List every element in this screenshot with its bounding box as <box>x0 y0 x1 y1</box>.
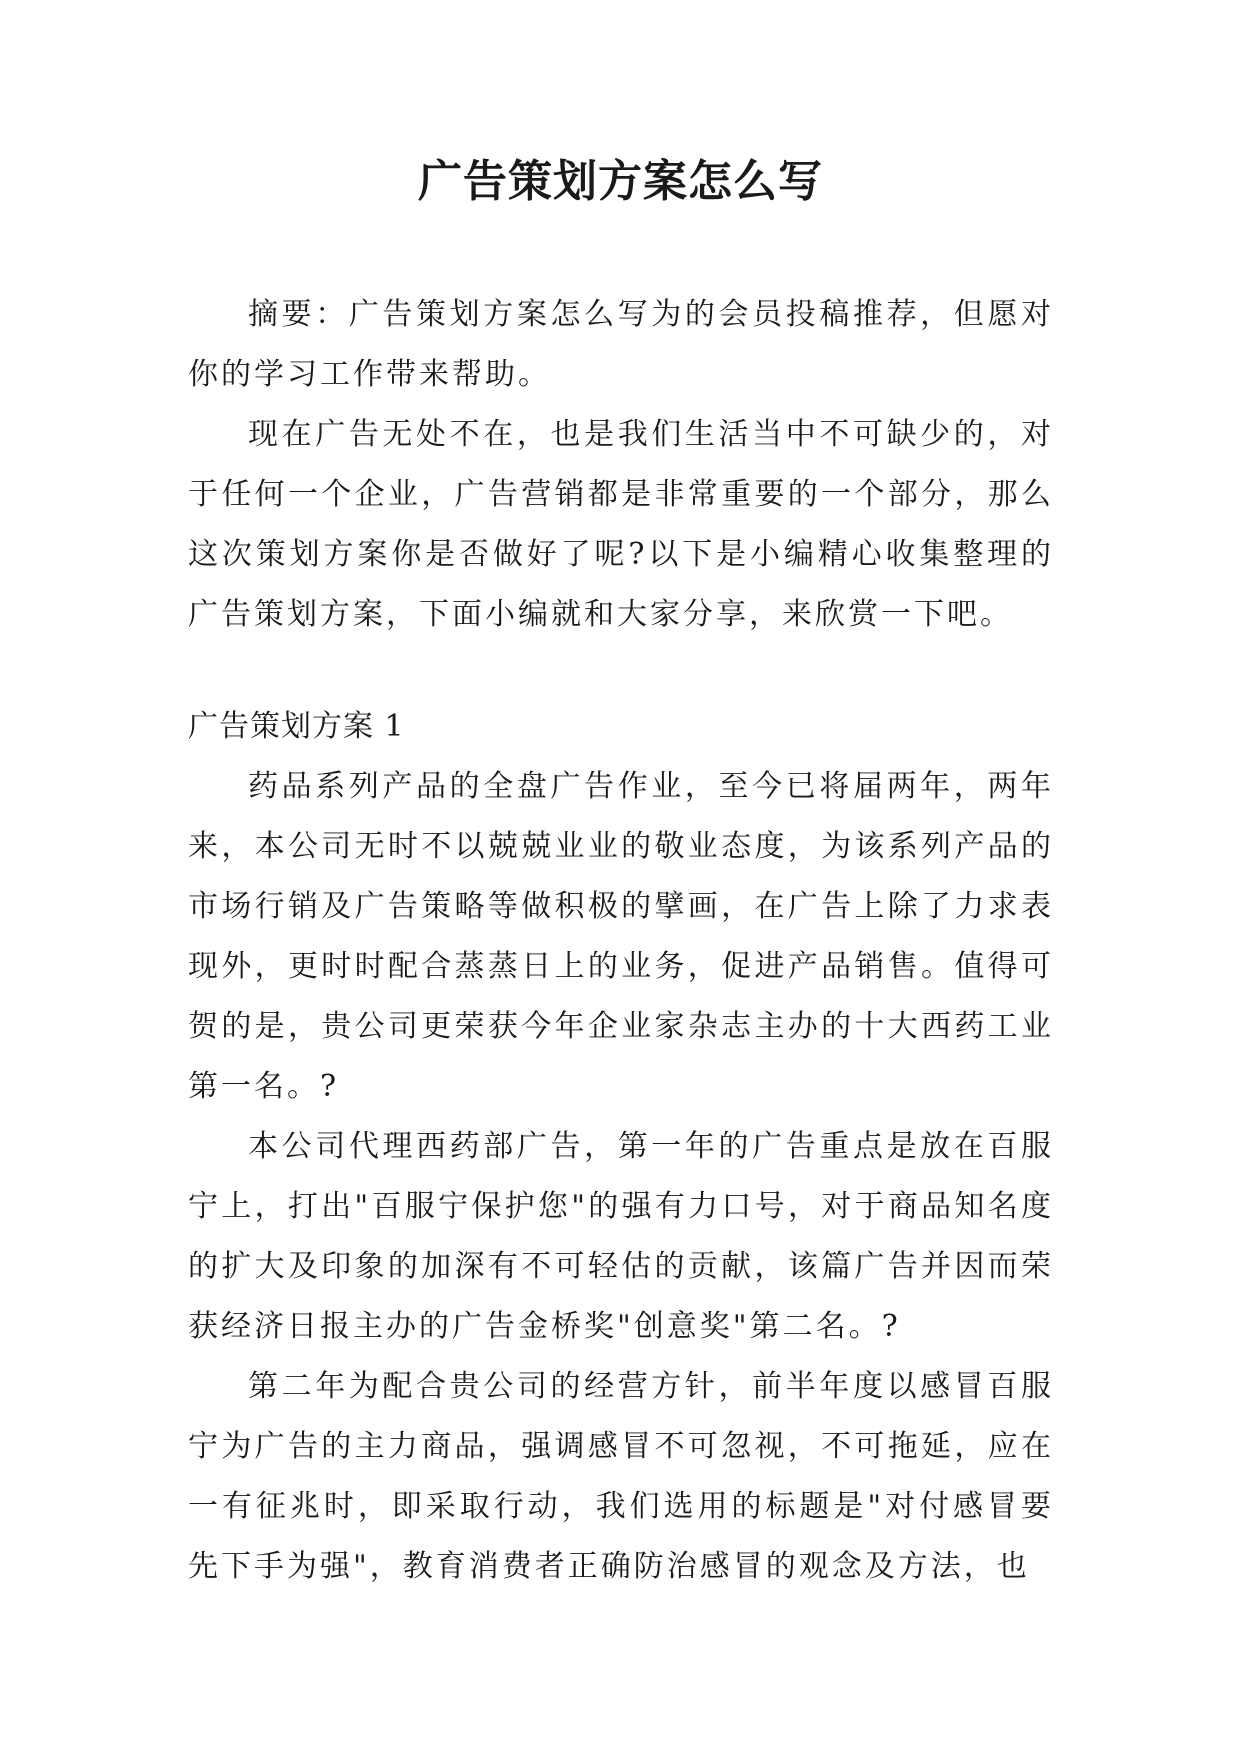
abstract-paragraph: 摘要：广告策划方案怎么写为的会员投稿推荐，但愿对你的学习工作带来帮助。 <box>188 297 1054 392</box>
section-spacer <box>188 645 1054 697</box>
body-paragraph: 药品系列产品的全盘广告作业，至今已将届两年，两年来，本公司无时不以兢兢业业的敬业态度，为该系列产品的市场行销及广告策略等做积极的擘画，在广告上除了力求表现外，更时时配合蒸蒸日上的业务，促进产品销售。值得可贺的是，贵公司更荣获今年企业家杂志主办的十大西药工业第一名。? <box>188 769 1054 1104</box>
document-body <box>188 285 1054 1597</box>
intro-paragraph: 现在广告无处不在，也是我们生活当中不可缺少的，对于任何一个企业，广告营销都是非常重要的一个部分，那么这次策划方案你是否做好了呢?以下是小编精心收集整理的广告策划方案，下面小编就和大家分享，来欣赏一下吧。 <box>188 417 1054 632</box>
body-paragraph: 本公司代理西药部广告，第一年的广告重点是放在百服宁上，打出"百服宁保护您"的强有力口号，对于商品知名度的扩大及印象的加深有不可轻估的贡献，该篇广告并因而荣获经济日报主办的广告金桥奖"创意奖"第二名。? <box>188 1129 1054 1344</box>
body-paragraph: 第二年为配合贵公司的经营方针，前半年度以感冒百服宁为广告的主力商品，强调感冒不可忽视，不可拖延，应在一有征兆时，即采取行动，我们选用的标题是"对付感冒要先下手为强"，教育消费者正确防治感冒的观念及方法，也 <box>188 1369 1054 1584</box>
document-title: 广告策划方案怎么写 <box>418 156 823 207</box>
section-heading: 广告策划方案 1 <box>188 709 405 744</box>
